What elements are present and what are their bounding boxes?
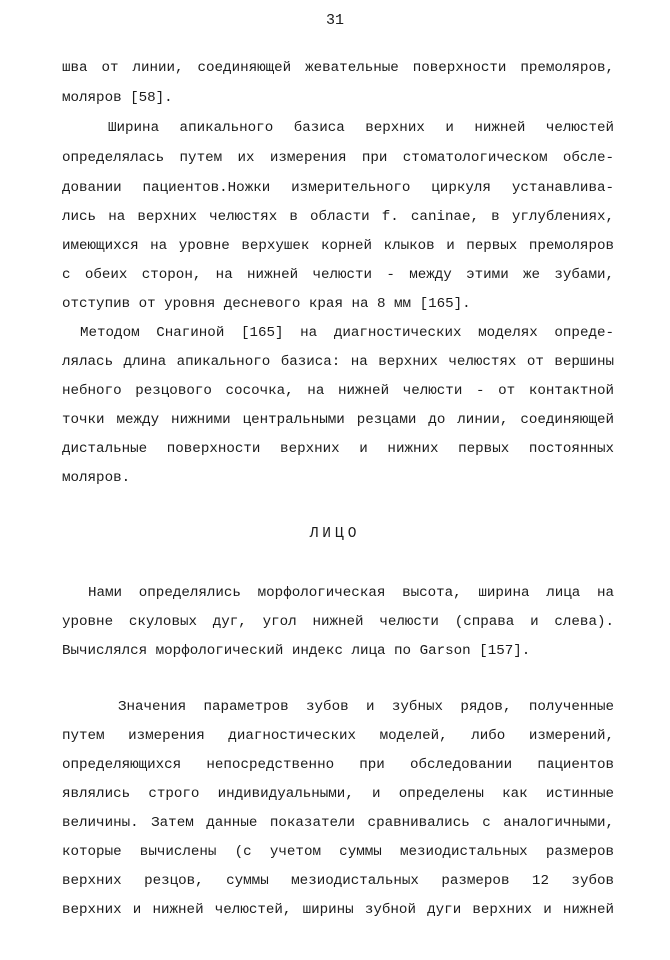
text-line: имеющихся на уровне верхушек корней клыков и первых премоляров <box>62 238 614 254</box>
text-line: моляров [58]. <box>62 90 173 106</box>
text-line: величины. Затем данные показатели сравнивались с аналогичными, <box>62 815 614 831</box>
text-line: Вычислялся морфологический индекс лица по Garson [157]. <box>62 643 531 659</box>
text-line: небного резцового сосочка, на нижней челюсти - от контактной <box>62 383 614 399</box>
text-line: уровне скуловых дуг, угол нижней челюсти (справа и слева). <box>62 614 614 630</box>
text-line: шва от линии, соединяющей жевательные поверхности премоляров, <box>62 60 614 76</box>
text-line: определяющихся непосредственно при обследовании пациентов <box>62 757 614 773</box>
text-line: верхних и нижней челюстей, ширины зубной дуги верхних и нижней <box>62 902 614 918</box>
text-line: довании пациентов.Ножки измерительного циркуля устанавлива- <box>62 180 614 196</box>
text-line: путем измерения диагностических моделей, либо измерений, <box>62 728 614 744</box>
text-line: верхних резцов, суммы мезиодистальных размеров 12 зубов <box>62 873 614 889</box>
page-number: 31 <box>325 12 344 29</box>
text-line: лись на верхних челюстях в области f. caninae, в углублениях, <box>62 209 614 225</box>
text-line: с обеих сторон, на нижней челюсти - между этими же зубами, <box>62 267 614 283</box>
text-line: являлись строго индивидуальными, и определены как истинные <box>62 786 614 802</box>
text-line: лялась длина апикального базиса: на верхних челюстях от вершины <box>62 354 614 370</box>
section-heading: ЛИЦО <box>309 526 361 542</box>
text-line: отступив от уровня десневого края на 8 мм [165]. <box>62 296 471 312</box>
text-line: определялась путем их измерения при стоматологическом обсле- <box>62 150 614 166</box>
text-line: которые вычислены (с учетом суммы мезиодистальных размеров <box>62 844 614 860</box>
text-line: точки между нижними центральными резцами до линии, соединяющей <box>62 412 614 428</box>
text-line: моляров. <box>62 470 131 486</box>
text-line: Ширина апикального базиса верхних и нижней челюстей <box>108 120 614 136</box>
text-line: Методом Снагиной [165] на диагностических моделях опреде- <box>80 325 614 341</box>
text-line: Нами определялись морфологическая высота, ширина лица на <box>88 585 614 601</box>
text-line: Значения параметров зубов и зубных рядов, полученные <box>118 699 614 715</box>
text-line: дистальные поверхности верхних и нижних первых постоянных <box>62 441 614 457</box>
